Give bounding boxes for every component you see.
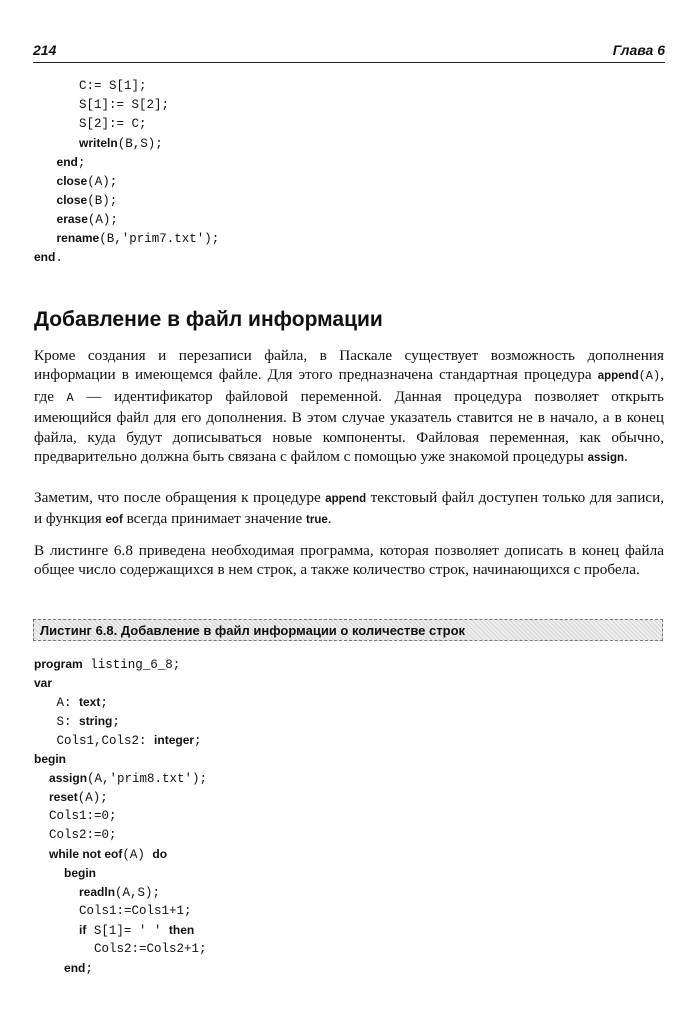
code-text <box>34 886 79 900</box>
inline-code-bold: eof <box>105 514 123 527</box>
code-line <box>34 655 207 674</box>
code-line <box>34 750 207 769</box>
code-keyword: integer <box>154 733 195 747</box>
code-keyword: text <box>79 695 101 709</box>
code-text: Cols2:=Cols2+1; <box>34 942 207 956</box>
code-keyword: begin <box>34 752 66 766</box>
code-text: (A,'prim8.txt'); <box>87 772 208 786</box>
code-text: (B); <box>87 194 118 208</box>
paragraph-2 <box>34 488 664 531</box>
code-line <box>34 210 219 229</box>
code-text: ; <box>85 962 93 976</box>
code-text: Cols1:=0; <box>34 809 117 823</box>
paragraph-1 <box>34 346 664 468</box>
code-line <box>34 845 207 864</box>
code-text <box>34 213 57 227</box>
code-keyword: close <box>56 174 88 188</box>
code-keyword: then <box>168 923 195 937</box>
code-line <box>34 826 207 845</box>
inline-code: A <box>66 390 74 405</box>
code-text: . <box>55 251 63 265</box>
code-text: (A) <box>122 848 153 862</box>
code-line <box>34 769 207 788</box>
inline-code-bold: true <box>306 514 328 527</box>
code-line <box>34 788 207 807</box>
text-run: Кроме создания и перезаписи файла, в Паскале существует возможность дополнения информации в имеющемся файле. Для этого предназначена стандартная процедура <box>34 347 664 384</box>
code-keyword: program <box>34 657 83 671</box>
code-line <box>34 134 219 153</box>
code-text: (A); <box>87 213 118 227</box>
code-keyword: assign <box>49 771 88 785</box>
inline-code-bold: append <box>597 370 639 383</box>
code-line <box>34 902 207 921</box>
text-run: текстовый файл доступен только для записи, и функция <box>34 489 664 528</box>
code-text: A: <box>34 696 80 710</box>
text-run: . <box>624 448 628 466</box>
code-keyword: do <box>152 847 168 861</box>
code-line <box>34 153 219 172</box>
code-line <box>34 921 207 940</box>
code-line <box>34 674 207 693</box>
text-run: В листинге 6.8 приведена необходимая программа, которая позволяет дописать в конец файла общее число содержащихся в нем строк, а также количество строк, начинающихся с пробела. <box>34 542 664 579</box>
code-keyword: end <box>34 250 56 264</box>
code-text: ; <box>77 156 86 170</box>
code-text: listing_6_8; <box>82 658 181 672</box>
code-keyword: readln <box>79 885 116 899</box>
code-text: Cols2:=0; <box>34 828 117 842</box>
code-text: (A); <box>87 175 118 189</box>
code-text <box>34 924 79 938</box>
code-text <box>34 791 49 805</box>
code-line <box>34 731 207 750</box>
code-line <box>34 248 219 267</box>
inline-code-bold: append <box>325 493 367 505</box>
code-text: Cols1:=Cols1+1; <box>34 904 192 918</box>
text-run: , где <box>34 366 664 405</box>
code-text <box>34 156 57 170</box>
code-keyword: string <box>79 714 113 728</box>
code-line <box>34 864 207 883</box>
inline-code: (A) <box>638 369 661 384</box>
code-text: (A,S); <box>115 886 161 900</box>
code-text: ; <box>100 696 108 710</box>
code-line <box>34 693 207 712</box>
code-line <box>34 807 207 826</box>
paragraph-3 <box>34 541 664 580</box>
code-text <box>34 175 57 189</box>
code-keyword: while not eof <box>49 847 123 861</box>
section-title: Добавление в файл информации <box>34 308 383 331</box>
code-keyword: erase <box>56 212 88 226</box>
code-text <box>34 848 49 862</box>
inline-code-bold: assign <box>587 452 625 465</box>
code-keyword: reset <box>49 790 78 804</box>
code-line <box>34 96 219 115</box>
code-text <box>34 137 79 151</box>
code-text <box>34 867 64 881</box>
code-line <box>34 115 219 134</box>
code-line <box>34 712 207 731</box>
code-line <box>34 883 207 902</box>
code-text: S[2]:= C; <box>34 117 147 131</box>
text-run: всегда принимает значение <box>122 510 307 528</box>
code-keyword: end <box>56 155 78 169</box>
code-text <box>34 962 64 976</box>
code-keyword: begin <box>64 866 97 880</box>
code-text <box>34 232 57 246</box>
code-line <box>34 172 219 191</box>
code-text: (B,'prim7.txt'); <box>99 232 220 246</box>
chapter-label: Глава 6 <box>612 42 665 58</box>
code-keyword: close <box>56 193 88 207</box>
code-text: ; <box>194 734 202 748</box>
code-text: S[1]= ' ' <box>86 924 169 938</box>
listing-caption-text: Листинг 6.8. Добавление в файл информации о количестве строк <box>40 623 466 638</box>
text-run: — идентификатор файловой переменной. Данная процедура позволяет открыть имеющийся файл для его дополнения. В этом случае указатель ставится не в начало, а в конец файла, куда будут дописываться новые компоненты. Файловая переменная, как обычно, предварительно должна быть связана с файлом с помощью уже знакомой процедуры <box>34 387 664 466</box>
code-keyword: writeln <box>79 136 118 150</box>
code-line <box>34 77 219 96</box>
code-keyword: if <box>79 923 87 937</box>
code-keyword: var <box>34 676 53 690</box>
code-text: (B,S); <box>117 137 163 151</box>
code-text: S: <box>34 715 80 729</box>
code-line <box>34 959 207 978</box>
page-number: 214 <box>33 42 57 58</box>
code-line <box>34 229 219 248</box>
code-text: ; <box>112 715 120 729</box>
code-text <box>34 194 57 208</box>
code-text: S[1]:= S[2]; <box>34 98 170 112</box>
code-text <box>34 772 49 786</box>
text-run: Заметим, что после обращения к процедуре <box>34 489 326 506</box>
code-block-listing <box>34 655 207 978</box>
code-text: (A); <box>77 791 108 805</box>
code-keyword: rename <box>56 231 100 245</box>
page-header <box>33 40 665 63</box>
code-line <box>34 940 207 959</box>
code-line <box>34 191 219 210</box>
listing-caption <box>33 619 663 641</box>
text-run: . <box>327 510 332 528</box>
code-text: Cols1,Cols2: <box>34 734 155 748</box>
code-keyword: end <box>64 961 86 975</box>
code-text: C:= S[1]; <box>34 79 147 93</box>
code-block-top <box>34 77 219 267</box>
